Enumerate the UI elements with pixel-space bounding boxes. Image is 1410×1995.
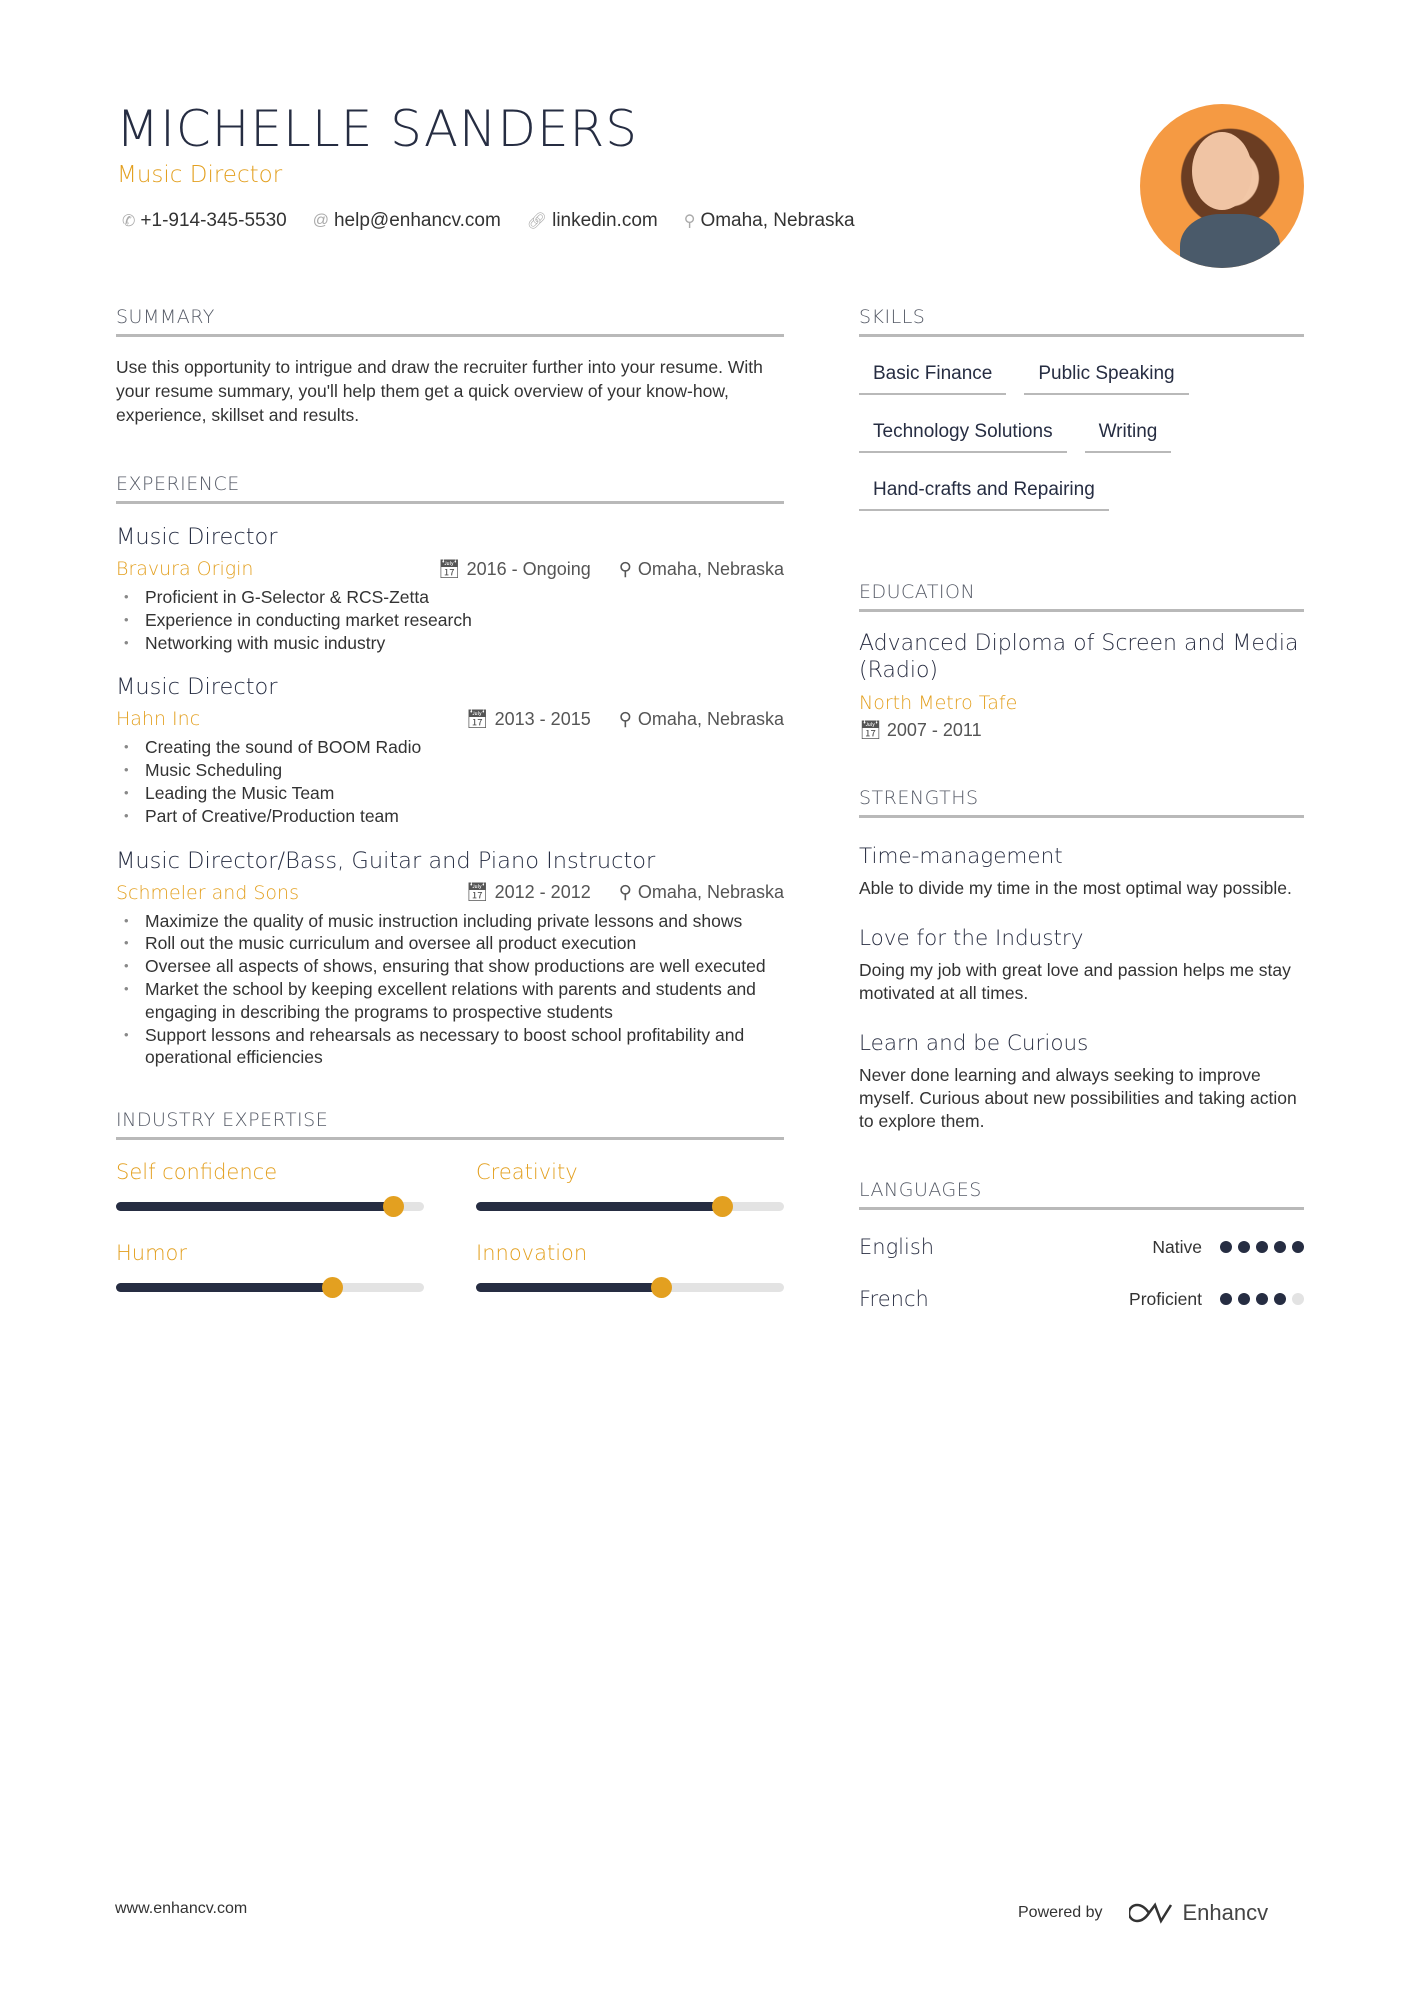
job-entry [116, 674, 784, 827]
calendar-icon: 📅︎ [437, 558, 461, 579]
section-heading: LANGUAGES [859, 1179, 1304, 1210]
section-heading: EDUCATION [859, 581, 1304, 612]
level-dot [1220, 1241, 1232, 1253]
email-text[interactable]: help@enhancv.com [333, 210, 501, 231]
job-title: Music Director [116, 674, 278, 701]
level-dot [1292, 1241, 1304, 1253]
contact-row [122, 210, 855, 232]
skills-section [859, 306, 1304, 511]
education-dates [859, 720, 1304, 741]
strength-desc: Able to divide my time in the most optimal way possible. [859, 878, 1292, 898]
language-item [859, 1232, 1304, 1262]
enhancv-logo-icon [1129, 1902, 1175, 1924]
job-entry [116, 848, 784, 1070]
left-column [116, 306, 784, 1292]
level-dot [1238, 1293, 1250, 1305]
location-icon: ⚲ [618, 708, 632, 729]
section-heading: INDUSTRY EXPERTISE [116, 1109, 784, 1140]
section-heading: STRENGTHS [859, 787, 1304, 818]
degree: Advanced Diploma of Screen and Media (Radio) [859, 631, 1299, 683]
dates-text: 2013 - 2015 [494, 708, 591, 729]
expertise-bar [116, 1283, 424, 1292]
language-item [859, 1284, 1304, 1314]
job-bullet: • Proficient in G-Selector & RCS-Zetta [116, 586, 784, 609]
level-dot [1238, 1241, 1250, 1253]
language-level: Native [1152, 1236, 1202, 1257]
strength-title: Learn and be Curious [859, 1031, 1089, 1056]
phone-text: +1-914-345-5530 [140, 210, 287, 231]
job-location [619, 559, 784, 580]
job-bullet: • Maximize the quality of music instruction including private lessons and shows [116, 910, 784, 933]
education-section [859, 581, 1304, 741]
skill-tag: Writing [1085, 417, 1172, 453]
job-bullet: • Leading the Music Team [116, 782, 784, 805]
location-text: Omaha, Nebraska [700, 210, 855, 231]
skill-tag: Basic Finance [859, 359, 1006, 395]
bar-fill [476, 1202, 722, 1211]
right-column [859, 306, 1304, 1314]
location-text: Omaha, Nebraska [637, 882, 784, 903]
section-heading: EXPERIENCE [116, 473, 784, 504]
expertise-item [116, 1160, 424, 1211]
powered-by: Powered by [1018, 1904, 1103, 1921]
experience-section [116, 473, 784, 1069]
job-dates [466, 709, 591, 730]
job-bullet: • Experience in conducting market research [116, 609, 784, 632]
job-dates [466, 882, 591, 903]
language-level: Proficient [1129, 1288, 1202, 1309]
job-title: Music Director/Bass, Guitar and Piano Instructor [116, 847, 656, 874]
strength-item [859, 926, 1304, 1005]
bar-fill [116, 1283, 332, 1292]
section-heading: SUMMARY [116, 306, 784, 337]
school: North Metro Tafe [859, 692, 1018, 714]
strength-item [859, 1031, 1304, 1133]
expertise-bar [476, 1202, 784, 1211]
job-bullet: • Creating the sound of BOOM Radio [116, 736, 784, 759]
bar-knob [383, 1196, 404, 1217]
expertise-bar [116, 1202, 424, 1211]
at-icon: @ [312, 212, 329, 229]
expertise-label: Self confidence [116, 1160, 278, 1185]
job-bullets [116, 586, 784, 654]
job-location [619, 882, 784, 903]
expertise-label: Creativity [476, 1160, 578, 1185]
company-name: Schmeler and Sons [116, 881, 299, 904]
bar-knob [322, 1277, 343, 1298]
level-dot [1220, 1293, 1232, 1305]
level-dots [1220, 1241, 1304, 1253]
calendar-icon: 📅︎ [465, 882, 489, 903]
job-bullet: • Oversee all aspects of shows, ensuring that show productions are well executed [116, 955, 784, 978]
job-bullets [116, 736, 784, 827]
brand-name: Enhancv [1182, 1900, 1269, 1925]
location-text: Omaha, Nebraska [637, 558, 784, 579]
job-bullet: • Networking with music industry [116, 632, 784, 655]
contact-location [684, 210, 855, 232]
phone-icon: ✆ [122, 213, 136, 230]
candidate-name: MICHELLE SANDERS [116, 100, 639, 158]
bar-knob [712, 1196, 733, 1217]
strength-desc: Doing my job with great love and passion helps me stay motivated at all times. [859, 960, 1291, 1003]
expertise-section [116, 1109, 784, 1292]
job-bullets [116, 910, 784, 1070]
contact-email[interactable] [313, 210, 501, 232]
company-name: Hahn Inc [116, 708, 201, 731]
bar-knob [651, 1277, 672, 1298]
link-icon: 🔗︎ [526, 213, 548, 230]
footer-brand [1018, 1900, 1268, 1926]
dates-text: 2016 - Ongoing [466, 558, 591, 579]
calendar-icon: 📅︎ [859, 720, 887, 740]
strength-title: Time-management [859, 844, 1063, 869]
profile-photo [1140, 104, 1304, 268]
location-icon: ⚲ [618, 882, 632, 903]
contact-phone [122, 210, 287, 232]
contact-linkedin[interactable] [527, 210, 658, 232]
location-text: Omaha, Nebraska [637, 708, 784, 729]
skill-tag: Hand-crafts and Repairing [859, 475, 1109, 511]
location-icon: ⚲ [618, 558, 632, 579]
level-dots [1220, 1293, 1304, 1305]
language-name: French [859, 1287, 929, 1311]
skill-tag: Technology Solutions [859, 417, 1067, 453]
candidate-title: Music Director [117, 162, 283, 188]
job-bullet: • Part of Creative/Production team [116, 805, 784, 828]
job-bullet: • Music Scheduling [116, 759, 784, 782]
footer-site[interactable]: www.enhancv.com [115, 1900, 248, 1917]
enhancv-logo[interactable] [1129, 1900, 1269, 1926]
level-dot [1274, 1293, 1286, 1305]
job-dates [438, 559, 591, 580]
expertise-label: Innovation [476, 1241, 588, 1266]
language-name: English [859, 1235, 935, 1259]
strength-item [859, 844, 1304, 900]
strengths-section [859, 787, 1304, 1133]
job-bullet: • Market the school by keeping excellent relations with parents and students and engaging in describing the programs to prospective students [116, 978, 784, 1024]
expertise-label: Humor [116, 1241, 188, 1266]
job-entry [116, 524, 784, 654]
expertise-item [476, 1241, 784, 1292]
level-dot [1256, 1241, 1268, 1253]
dates-text: 2012 - 2012 [494, 882, 591, 903]
job-bullet: • Roll out the music curriculum and oversee all product execution [116, 932, 784, 955]
level-dot [1256, 1293, 1268, 1305]
linkedin-text[interactable]: linkedin.com [552, 210, 658, 231]
job-location [619, 709, 784, 730]
job-title: Music Director [116, 524, 278, 550]
level-dot [1274, 1241, 1286, 1253]
strength-title: Love for the Industry [859, 926, 1084, 951]
location-icon: ⚲ [683, 213, 696, 230]
expertise-item [476, 1160, 784, 1211]
bar-fill [476, 1283, 661, 1292]
expertise-item [116, 1241, 424, 1292]
expertise-bar [476, 1283, 784, 1292]
skill-tag: Public Speaking [1024, 359, 1188, 395]
level-dot [1292, 1293, 1304, 1305]
company-name: Bravura Origin [116, 558, 254, 580]
languages-section [859, 1179, 1304, 1314]
calendar-icon: 📅︎ [465, 708, 489, 729]
summary-section [116, 306, 784, 427]
bar-fill [116, 1202, 393, 1211]
dates-text: 2007 - 2011 [886, 720, 982, 740]
strength-desc: Never done learning and always seeking to improve myself. Curious about new possibilities and taking action to explore them. [859, 1065, 1297, 1131]
job-bullet: • Support lessons and rehearsals as necessary to boost school profitability and operational efficiencies [116, 1024, 784, 1070]
summary-text: Use this opportunity to intrigue and draw the recruiter further into your resume. With your resume summary, you'll help them get a quick overview of your know-how, experience, skillset and results. [116, 357, 763, 425]
section-heading: SKILLS [859, 306, 1304, 337]
